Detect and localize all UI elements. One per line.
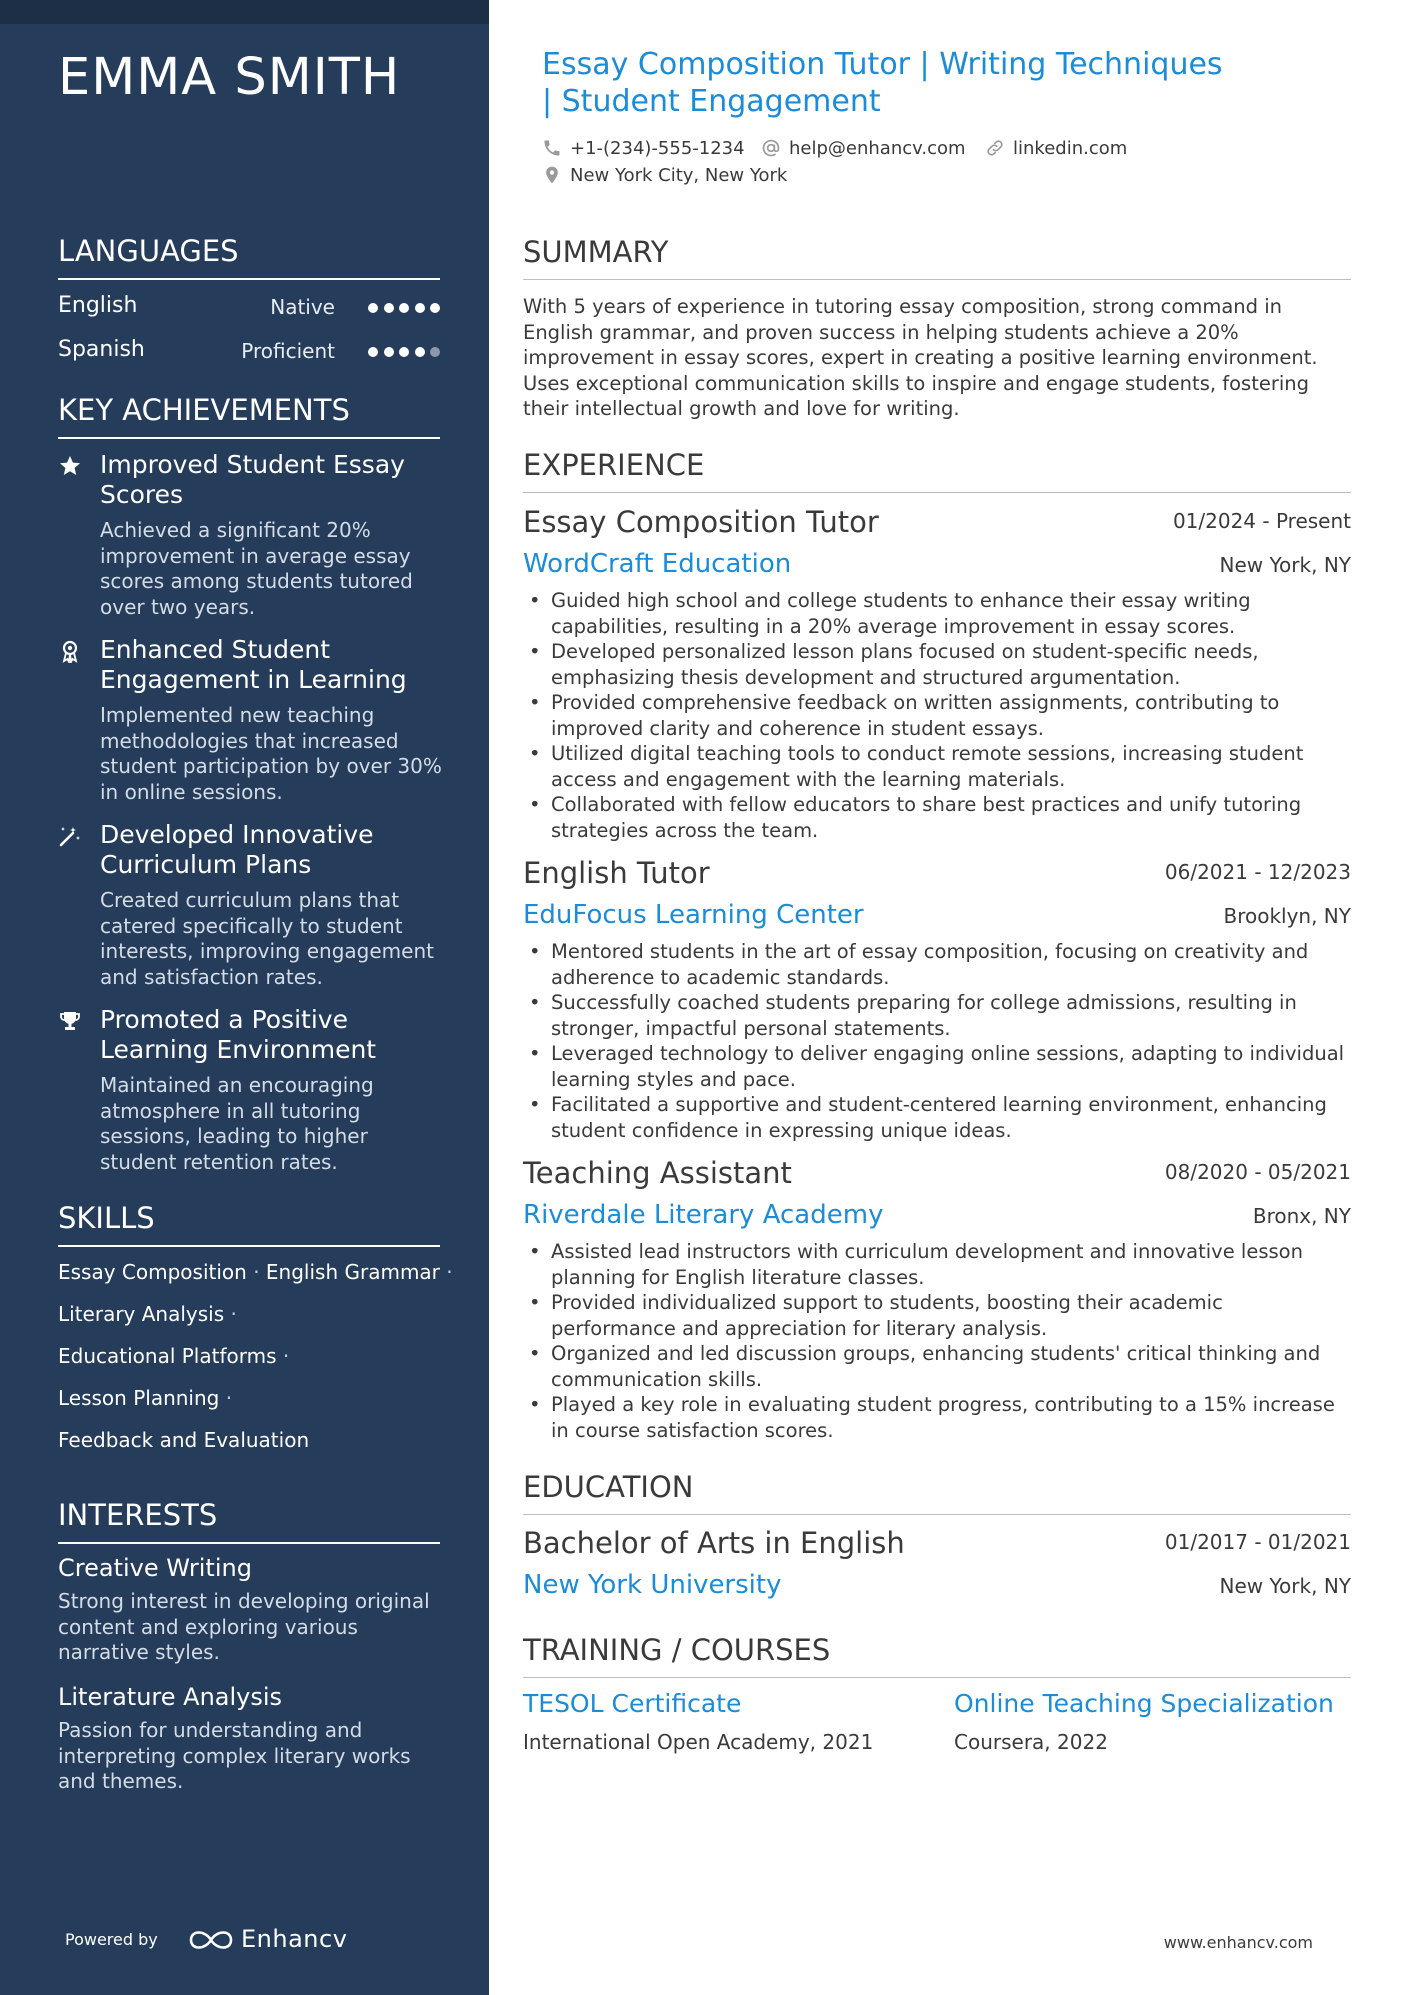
phone-icon (542, 138, 562, 158)
job-bullet: • Guided high school and college students to enhance their essay writing capabilities, resulting in a 20% average improvement in essay scores. (523, 588, 1351, 639)
contact-linkedin[interactable]: linkedin.com (1013, 138, 1128, 159)
language-name: Spanish (58, 337, 145, 362)
interest-item (58, 1553, 448, 1666)
interest-item (58, 1682, 448, 1795)
education-dates: 01/2017 - 01/2021 (1164, 1530, 1351, 1554)
achievement-title: Enhanced Student Engagement in Learning (100, 635, 407, 694)
star-icon (58, 454, 82, 478)
course-provider: International Open Academy, 2021 (523, 1730, 874, 1754)
interest-title: Creative Writing (58, 1554, 252, 1582)
contact-phone: +1-(234)-555-1234 (570, 138, 745, 159)
education-location: New York, NY (1219, 1574, 1351, 1598)
job-title: Teaching Assistant (523, 1156, 792, 1190)
magic-wand-icon (58, 824, 82, 848)
award-ribbon-icon (58, 639, 82, 663)
job-location: New York, NY (1219, 553, 1351, 577)
education-degree: Bachelor of Arts in English (523, 1526, 905, 1560)
language-row (58, 293, 440, 325)
interests-heading: INTERESTS (58, 1498, 440, 1544)
skill-item: Lesson Planning (58, 1386, 220, 1410)
language-rating (368, 345, 440, 359)
skill-item: Educational Platforms (58, 1344, 277, 1368)
job-bullet: • Provided individualized support to students, boosting their academic performance and appreciation for literary analysis. (523, 1290, 1351, 1341)
job-dates: 06/2021 - 12/2023 (1164, 860, 1351, 884)
interest-description: Passion for understanding and interpreting complex literary works and themes. (58, 1718, 411, 1793)
candidate-name: EMMA SMITH (58, 48, 401, 107)
achievement-title: Improved Student Essay Scores (100, 450, 405, 509)
language-row (58, 337, 440, 369)
enhancv-brand-text: Enhancv (241, 1925, 348, 1953)
job-bullet: • Organized and led discussion groups, enhancing students' critical thinking and communication skills. (523, 1341, 1351, 1392)
rating-dot (384, 303, 394, 313)
job-bullet: • Utilized digital teaching tools to conduct remote sessions, increasing student access and engagement with the learning materials. (523, 741, 1351, 792)
rating-dot (399, 303, 409, 313)
job-title: English Tutor (523, 856, 710, 890)
sidebar-top-strip (0, 0, 489, 24)
education-school: New York University (523, 1570, 782, 1600)
job-location: Bronx, NY (1252, 1204, 1351, 1228)
job-bullet: • Developed personalized lesson plans focused on student-specific needs, emphasizing thesis development and structured argumentation. (523, 639, 1351, 690)
interest-title: Literature Analysis (58, 1683, 283, 1711)
job-company: WordCraft Education (523, 549, 792, 579)
skill-item: English Grammar (265, 1260, 440, 1284)
course-title: Online Teaching Specialization (954, 1689, 1334, 1718)
job-bullet: • Successfully coached students preparing for college admissions, resulting in stronger, impactful personal statements. (523, 990, 1351, 1041)
languages-heading: LANGUAGES (58, 234, 440, 280)
job-location: Brooklyn, NY (1223, 904, 1351, 928)
job-bullet: • Collaborated with fellow educators to share best practices and unify tutoring strategies across the team. (523, 792, 1351, 843)
language-name: English (58, 293, 138, 318)
footer-url[interactable]: www.enhancv.com (1163, 1933, 1313, 1952)
main-content (489, 0, 1410, 1995)
language-rating (368, 301, 440, 315)
rating-dot (368, 347, 378, 357)
achievement-description: Created curriculum plans that catered specifically to student interests, improving engagement and satisfaction rates. (100, 888, 434, 989)
education-heading: EDUCATION (523, 1470, 1351, 1515)
rating-dot-empty (430, 347, 440, 357)
skill-item: Feedback and Evaluation (58, 1428, 310, 1452)
achievements-heading: KEY ACHIEVEMENTS (58, 393, 440, 439)
skill-separator: · (253, 1260, 260, 1284)
skill-item: Literary Analysis (58, 1302, 225, 1326)
skill-item: Essay Composition (58, 1260, 247, 1284)
trophy-icon (58, 1009, 82, 1033)
summary-heading: SUMMARY (523, 235, 1351, 280)
language-level: Native (270, 295, 335, 319)
job-bullet: • Played a key role in evaluating student progress, contributing to a 15% increase in course satisfaction scores. (523, 1392, 1351, 1443)
job-title: Essay Composition Tutor (523, 505, 879, 539)
rating-dot (415, 347, 425, 357)
rating-dot (399, 347, 409, 357)
sidebar (0, 0, 489, 1995)
experience-heading: EXPERIENCE (523, 448, 1351, 493)
achievement-description: Achieved a significant 20% improvement in average essay scores among students tutored over two years. (100, 518, 413, 619)
skill-separator: · (446, 1260, 453, 1284)
job-bullet: • Mentored students in the art of essay composition, focusing on creativity and adherence to academic standards. (523, 939, 1351, 990)
rating-dot (415, 303, 425, 313)
skills-line (58, 1386, 232, 1410)
contact-location: New York City, New York (570, 165, 788, 186)
contact-email[interactable]: help@enhancv.com (789, 138, 966, 159)
achievement-title: Promoted a Positive Learning Environment (100, 1005, 377, 1064)
rating-dot (368, 303, 378, 313)
course-item (954, 1689, 1354, 1754)
achievement-description: Maintained an encouraging atmosphere in all tutoring sessions, leading to higher student retention rates. (100, 1073, 374, 1174)
job-bullet: • Assisted lead instructors with curriculum development and innovative lesson planning for English literature classes. (523, 1239, 1351, 1290)
job-bullets (523, 939, 1351, 1143)
achievement-title: Developed Innovative Curriculum Plans (100, 820, 374, 879)
skill-separator: · (282, 1344, 290, 1368)
summary-text: With 5 years of experience in tutoring essay composition, strong command in English grammar, and proven success in helping students achieve a 20% improvement in essay scores, expert in creating a positive learning environment. Uses exceptional communication skills to inspire and engage students, fostering their intellectual growth and love for writing. (523, 295, 1318, 420)
rating-dot (384, 347, 394, 357)
skills-line (58, 1428, 309, 1452)
link-icon (985, 138, 1005, 158)
at-icon (761, 138, 781, 158)
language-level: Proficient (241, 339, 335, 363)
course-item (523, 1689, 923, 1754)
training-heading: TRAINING / COURSES (523, 1633, 1351, 1678)
job-bullets (523, 1239, 1351, 1443)
skill-separator: · (230, 1302, 237, 1326)
job-bullet: • Facilitated a supportive and student-centered learning environment, enhancing student confidence in expressing unique ideas. (523, 1092, 1351, 1143)
location-pin-icon (542, 165, 562, 185)
skill-separator: · (225, 1386, 233, 1410)
skills-line (58, 1260, 453, 1284)
skills-line (58, 1344, 289, 1368)
course-provider: Coursera, 2022 (954, 1730, 1108, 1754)
job-company: EduFocus Learning Center (523, 900, 864, 930)
job-dates: 01/2024 - Present (1172, 509, 1351, 533)
achievement-description: Implemented new teaching methodologies that increased student participation by over 30% in online sessions. (100, 703, 442, 804)
job-bullet: • Leveraged technology to deliver engaging online sessions, adapting to individual learning styles and pace. (523, 1041, 1351, 1092)
job-bullets (523, 588, 1351, 843)
job-bullet: • Provided comprehensive feedback on written assignments, contributing to improved clarity and coherence in student essays. (523, 690, 1351, 741)
rating-dot (430, 303, 440, 313)
course-title: TESOL Certificate (523, 1689, 742, 1718)
skills-line (58, 1302, 237, 1326)
job-dates: 08/2020 - 05/2021 (1164, 1160, 1351, 1184)
job-company: Riverdale Literary Academy (523, 1200, 884, 1230)
interest-description: Strong interest in developing original content and exploring various narrative styles. (58, 1589, 430, 1664)
resume-headline: Essay Composition Tutor | Writing Techniques | Student Engagement (542, 47, 1223, 119)
powered-by-label: Powered by (65, 1930, 158, 1949)
skills-heading: SKILLS (58, 1201, 440, 1247)
